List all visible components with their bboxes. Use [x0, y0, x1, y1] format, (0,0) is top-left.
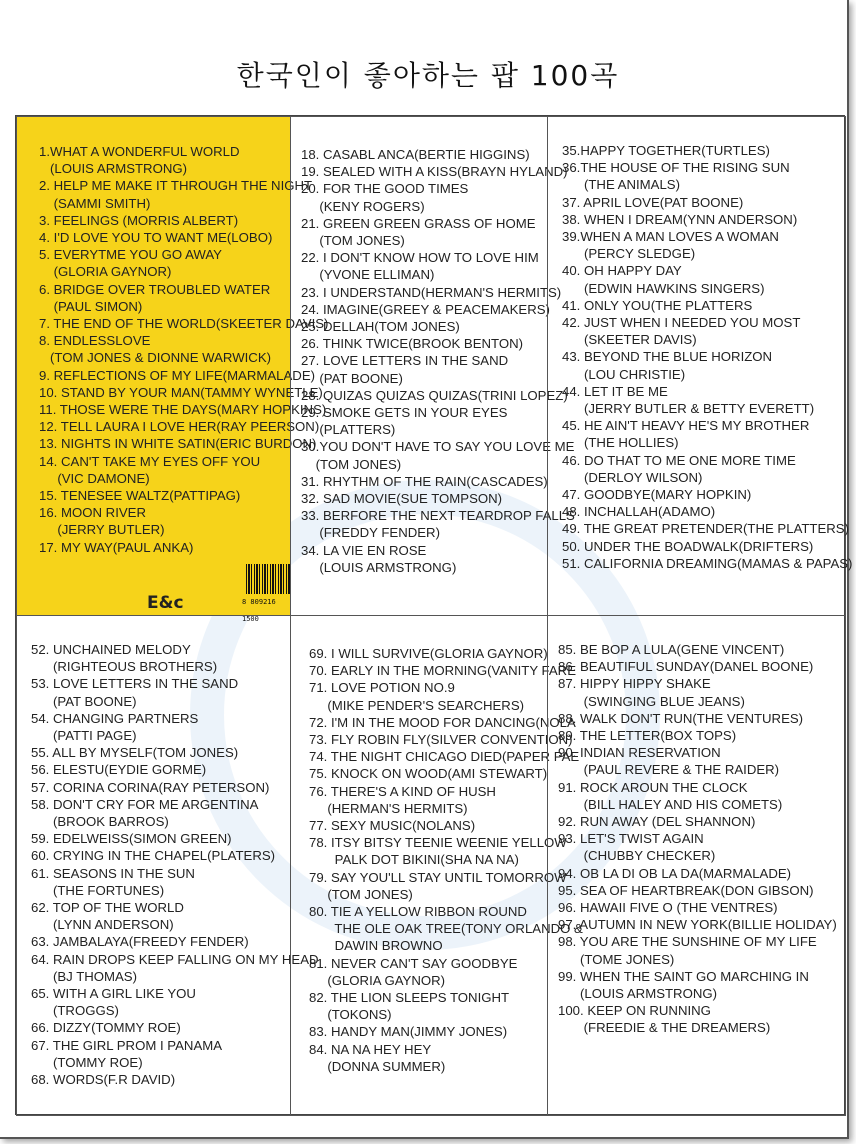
song-line: (JERRY BUTLER) [39, 522, 165, 538]
song-line: 88. WALK DON'T RUN(THE VENTURES) [558, 710, 804, 726]
song-line: 73. FLY ROBIN FLY(SILVER CONVENTION) [309, 732, 573, 748]
song-line: 28. QUIZAS QUIZAS QUIZAS(TRINI LOPEZ) [301, 387, 568, 403]
song-line: 66. DIZZY(TOMMY ROE) [31, 1020, 181, 1036]
barcode-number: 8 809216 1500 [242, 598, 276, 624]
song-line: (LOUIS ARMSTRONG) [39, 161, 188, 177]
song-line: 16. MOON RIVER [39, 505, 146, 521]
song-line: 72. I'M IN THE MOOD FOR DANCING(NOLA [309, 714, 576, 730]
song-line: 61. SEASONS IN THE SUN [31, 865, 195, 881]
song-line: (YVONE ELLIMAN) [301, 267, 435, 283]
song-line: 74. THE NIGHT CHICAGO DIED(PAPER PAE [309, 749, 580, 765]
song-line: (PERCY SLEDGE) [562, 246, 696, 262]
song-line: 69. I WILL SURVIVE(GLORIA GAYNOR) [309, 646, 548, 661]
song-line: 70. EARLY IN THE MORNING(VANITY FARE [309, 663, 576, 679]
song-line: 37. APRIL LOVE(PAT BOONE) [562, 194, 744, 210]
song-line: 56. ELESTU(EYDIE GORME) [31, 762, 207, 778]
song-line: 11. THOSE WERE THE DAYS(MARY HOPKINS) [39, 402, 327, 418]
song-line: 60. CRYING IN THE CHAPEL(PLATERS) [31, 848, 276, 864]
song-line: 52. UNCHAINED MELODY [31, 642, 191, 657]
song-line: 7. THE END OF THE WORLD(SKEETER DAVIS) [39, 316, 329, 332]
song-line: 80. TIE A YELLOW RIBBON ROUND [309, 904, 527, 920]
song-line: 35.HAPPY TOGETHER(TURTLES) [562, 143, 770, 158]
song-line: 33. BERFORE THE NEXT TEARDROP FALLS [301, 508, 575, 524]
song-line: 90. INDIAN RESERVATION [558, 745, 721, 761]
song-line: 63. JAMBALAYA(FREEDY FENDER) [31, 934, 249, 950]
song-line: 12. TELL LAURA I LOVE HER(RAY PEERSON) [39, 419, 320, 435]
song-line: 59. EDELWEISS(SIMON GREEN) [31, 831, 232, 847]
song-line: (THE FORTUNES) [31, 882, 165, 898]
song-line: (JERRY BUTLER & BETTY EVERETT) [562, 401, 815, 417]
song-line: 84. NA NA HEY HEY [309, 1041, 432, 1057]
song-line: (SWINGING BLUE JEANS) [558, 693, 745, 709]
song-line: (HERMAN'S HERMITS) [309, 800, 468, 816]
song-line: 34. LA VIE EN ROSE [301, 542, 427, 558]
song-line: 3. FEELINGS (MORRIS ALBERT) [39, 212, 239, 228]
song-line: (LYNN ANDERSON) [31, 917, 174, 933]
song-line: (CHUBBY CHECKER) [558, 848, 716, 864]
song-line: (LOUIS ARMSTRONG) [301, 559, 457, 575]
song-line: 86. BEAUTIFUL SUNDAY(DANEL BOONE) [558, 659, 814, 675]
song-list [309, 645, 583, 1075]
song-line: 95. SEA OF HEARTBREAK(DON GIBSON) [558, 882, 814, 898]
song-column-6 [547, 615, 846, 1116]
song-line: 87. HIPPY HIPPY SHAKE [558, 676, 711, 692]
song-line: 25. DELLAH(TOM JONES) [301, 319, 460, 335]
song-line: 41. ONLY YOU(THE PLATTERS [562, 297, 753, 313]
song-line: 17. MY WAY(PAUL ANKA) [39, 539, 194, 555]
song-line: (DONNA SUMMER) [309, 1058, 446, 1074]
song-line: (TOKONS) [309, 1007, 392, 1023]
song-line: (GLORIA GAYNOR) [39, 264, 172, 280]
song-line: 100. KEEP ON RUNNING [558, 1003, 711, 1019]
song-line: (SAMMI SMITH) [39, 195, 151, 211]
song-list [31, 641, 319, 1088]
song-line: (TOME JONES) [558, 951, 675, 967]
song-line: (PAUL REVERE & THE RAIDER) [558, 762, 780, 778]
song-line: 82. THE LION SLEEPS TONIGHT [309, 990, 510, 1006]
song-line: 62. TOP OF THE WORLD [31, 900, 184, 916]
song-list [301, 146, 575, 576]
song-line: 85. BE BOP A LULA(GENE VINCENT) [558, 642, 785, 657]
song-line: 40. OH HAPPY DAY [562, 263, 682, 279]
song-column-3 [547, 116, 853, 616]
song-line: (TOM JONES) [301, 456, 402, 472]
song-line: (FREDDY FENDER) [301, 525, 440, 541]
song-line: (THE ANIMALS) [562, 177, 680, 193]
song-line: 94. OB LA DI OB LA DA(MARMALADE) [558, 865, 792, 881]
song-line: (LOU CHRISTIE) [562, 366, 686, 382]
song-list [39, 143, 329, 556]
song-line: 21. GREEN GREEN GRASS OF HOME [301, 215, 536, 231]
song-line: 55. ALL BY MYSELF(TOM JONES) [31, 745, 239, 761]
song-line: (VIC DAMONE) [39, 470, 150, 486]
song-line: 8. ENDLESSLOVE [39, 333, 151, 349]
song-line: (TOM JONES) [309, 886, 413, 902]
song-line: 53. LOVE LETTERS IN THE SAND [31, 676, 239, 692]
song-line: 13. NIGHTS IN WHITE SATIN(ERIC BURDON) [39, 436, 317, 452]
song-column-2 [290, 116, 575, 616]
song-line: 31. RHYTHM OF THE RAIN(CASCADES) [301, 473, 548, 489]
song-line: 29. SMOKE GETS IN YOUR EYES [301, 405, 508, 421]
song-line: 93. LET'S TWIST AGAIN [558, 831, 704, 847]
song-line: 2. HELP ME MAKE IT THROUGH THE NIGHT [39, 178, 313, 194]
song-line: 99. WHEN THE SAINT GO MARCHING IN [558, 968, 809, 984]
song-line: 54. CHANGING PARTNERS [31, 710, 199, 726]
song-line: (TOM JONES) [301, 233, 405, 249]
barcode-icon [246, 564, 290, 594]
song-line: 58. DON'T CRY FOR ME ARGENTINA [31, 796, 259, 812]
song-line: 19. SEALED WITH A KISS(BRAYN HYLAND) [301, 164, 568, 180]
song-line: (TOMMY ROE) [31, 1054, 143, 1070]
song-line: 65. WITH A GIRL LIKE YOU [31, 986, 196, 1002]
song-column-4 [16, 615, 319, 1116]
song-line: 96. HAWAII FIVE O (THE VENTRES) [558, 900, 778, 916]
song-line: 44. LET IT BE ME [562, 383, 668, 399]
song-line: (BROOK BARROS) [31, 814, 169, 830]
song-line: 4. I'D LOVE YOU TO WANT ME(LOBO) [39, 230, 273, 246]
song-line: 10. STAND BY YOUR MAN(TAMMY WYNETLE) [39, 384, 323, 400]
song-line: 97. AUTUMN IN NEW YORK(BILLIE HOLIDAY) [558, 917, 837, 933]
song-line: (PAUL SIMON) [39, 298, 143, 314]
song-line: 36.THE HOUSE OF THE RISING SUN [562, 160, 790, 176]
song-line: 68. WORDS(F.R DAVID) [31, 1072, 176, 1088]
song-line: (PLATTERS) [301, 422, 396, 438]
song-line: (MIKE PENDER'S SEARCHERS) [309, 697, 525, 713]
song-line: 98. YOU ARE THE SUNSHINE OF MY LIFE [558, 934, 817, 950]
song-line: 92. RUN AWAY (DEL SHANNON) [558, 814, 756, 830]
song-line: (PAT BOONE) [31, 693, 137, 709]
song-line: 51. CALIFORNIA DREAMING(MAMAS & PAPAS) [562, 555, 853, 571]
song-line: 48. INCHALLAH(ADAMO) [562, 504, 716, 520]
song-line: (TOM JONES & DIONNE WARWICK) [39, 350, 272, 366]
song-line: 71. LOVE POTION NO.9 [309, 680, 455, 696]
song-line: 30.YOU DON'T HAVE TO SAY YOU LOVE ME [301, 439, 575, 455]
song-line: 39.WHEN A MAN LOVES A WOMAN [562, 229, 779, 245]
song-line: (KENY ROGERS) [301, 198, 425, 214]
song-line: (PATTI PAGE) [31, 728, 137, 744]
song-column-5 [290, 615, 583, 1116]
song-line: 89. THE LETTER(BOX TOPS) [558, 728, 737, 744]
song-line: 45. HE AIN'T HEAVY HE'S MY BROTHER [562, 418, 810, 434]
song-line: 43. BEYOND THE BLUE HORIZON [562, 349, 773, 365]
song-line: (BJ THOMAS) [31, 968, 137, 984]
song-list-grid [15, 115, 853, 1115]
song-line: 5. EVERYTME YOU GO AWAY [39, 247, 222, 263]
song-line: 64. RAIN DROPS KEEP FALLING ON MY HEAD [31, 951, 319, 967]
song-list [558, 641, 845, 1037]
song-line: 1.WHAT A WONDERFUL WORLD [39, 144, 240, 159]
song-line: (LOUIS ARMSTRONG) [558, 986, 717, 1002]
song-line: 81. NEVER CAN'T SAY GOODBYE [309, 955, 518, 971]
song-line: 6. BRIDGE OVER TROUBLED WATER [39, 281, 271, 297]
song-line: 77. SEXY MUSIC(NOLANS) [309, 818, 476, 834]
song-line: (BILL HALEY AND HIS COMETS) [558, 796, 783, 812]
song-line: 91. ROCK AROUN THE CLOCK [558, 779, 748, 795]
song-line: (PAT BOONE) [301, 370, 403, 386]
song-line: 9. REFLECTIONS OF MY LIFE(MARMALADE) [39, 367, 316, 383]
song-line: 46. DO THAT TO ME ONE MORE TIME [562, 452, 796, 468]
song-line: (RIGHTEOUS BROTHERS) [31, 659, 218, 675]
song-line: 15. TENESEE WALTZ(PATTIPAG) [39, 488, 241, 504]
song-line: 47. GOODBYE(MARY HOPKIN) [562, 487, 752, 503]
song-line: (TROGGS) [31, 1003, 119, 1019]
song-line: 50. UNDER THE BOADWALK(DRIFTERS) [562, 538, 814, 554]
song-line: 32. SAD MOVIE(SUE TOMPSON) [301, 491, 503, 507]
song-line: DAWIN BROWNO [309, 938, 443, 954]
song-list [562, 142, 853, 572]
song-line: 76. THERE'S A KIND OF HUSH [309, 783, 496, 799]
song-line: 24. IMAGINE(GREEY & PEACEMAKERS) [301, 301, 550, 317]
song-line: 67. THE GIRL PROM I PANAMA [31, 1037, 223, 1053]
song-line: THE OLE OAK TREE(TONY ORLANDO & [309, 921, 583, 937]
song-line: 14. CAN'T TAKE MY EYES OFF YOU [39, 453, 261, 469]
song-line: 79. SAY YOU'LL STAY UNTIL TOMORROW [309, 869, 567, 885]
song-column-1 [16, 116, 329, 624]
page-title: 한국인이 좋아하는 팝 100곡 [236, 59, 620, 92]
song-line: 18. CASABL ANCA(BERTIE HIGGINS) [301, 147, 530, 162]
song-line: 23. I UNDERSTAND(HERMAN'S HERMITS) [301, 284, 562, 300]
song-line: (DERLOY WILSON) [562, 469, 703, 485]
song-line: 27. LOVE LETTERS IN THE SAND [301, 353, 509, 369]
song-line: 22. I DON'T KNOW HOW TO LOVE HIM [301, 250, 539, 266]
publisher-logo: E&c [147, 593, 184, 613]
song-line: 38. WHEN I DREAM(YNN ANDERSON) [562, 211, 798, 227]
song-line: 78. ITSY BITSY TEENIE WEENIE YELLOW [309, 835, 567, 851]
song-line: 42. JUST WHEN I NEEDED YOU MOST [562, 315, 801, 331]
song-line: 75. KNOCK ON WOOD(AMI STEWART) [309, 766, 548, 782]
song-line: (GLORIA GAYNOR) [309, 972, 446, 988]
song-line: (EDWIN HAWKINS SINGERS) [562, 280, 765, 296]
song-line: 83. HANDY MAN(JIMMY JONES) [309, 1024, 508, 1040]
song-line: (THE HOLLIES) [562, 435, 679, 451]
song-line: 26. THINK TWICE(BROOK BENTON) [301, 336, 524, 352]
song-line: 57. CORINA CORINA(RAY PETERSON) [31, 779, 270, 795]
song-line: (FREEDIE & THE DREAMERS) [558, 1020, 771, 1036]
song-line: (SKEETER DAVIS) [562, 332, 697, 348]
song-line: PALK DOT BIKINI(SHA NA NA) [309, 852, 519, 868]
song-line: 49. THE GREAT PRETENDER(THE PLATTERS) [562, 521, 849, 537]
song-line: 20. FOR THE GOOD TIMES [301, 181, 469, 197]
